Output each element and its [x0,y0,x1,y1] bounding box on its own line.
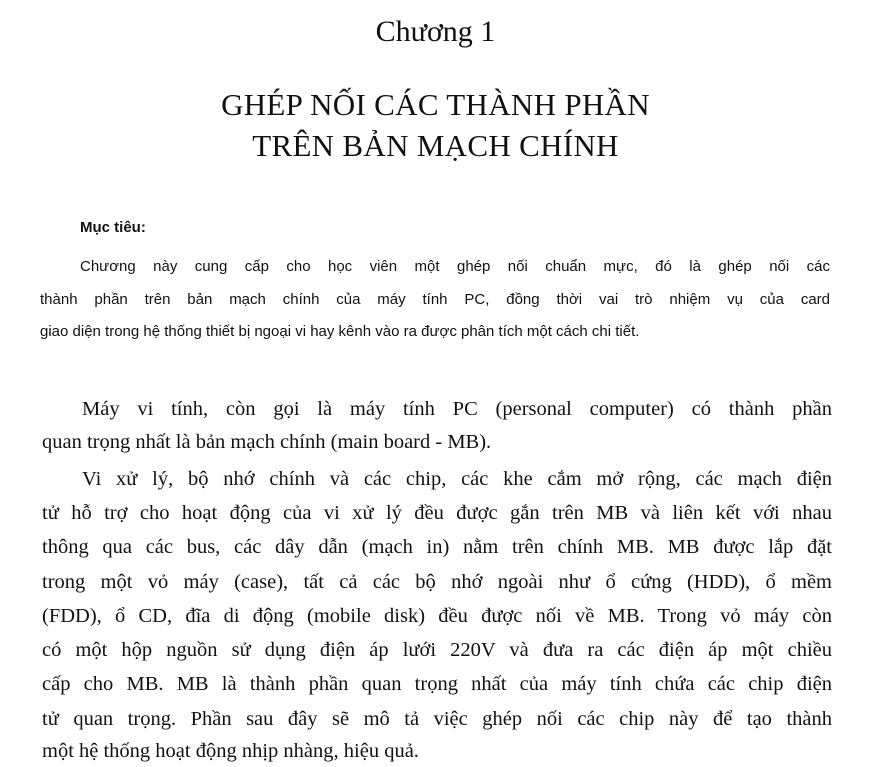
body-paragraph-1-line: quan trọng nhất là bản mạch chính (main board - MB). [42,431,492,453]
body-paragraph-2-line: một hệ thống hoạt động nhịp nhàng, hiệu quả. [42,740,419,762]
body-paragraph-1-line: Máy vi tính, còn gọi là máy tính PC (personal computer) có thành phần [82,398,832,420]
body-paragraph-2-line: tử quan trọng. Phần sau đây sẽ mô tả việc ghép nối các chip này để tạo thành [42,708,832,730]
body-paragraph-2-line: Vi xử lý, bộ nhớ chính và các chip, các khe cắm mở rộng, các mạch điện [82,468,832,490]
objective-heading: Mục tiêu: [80,219,146,236]
chapter-title-line-2: TRÊN BẢN MẠCH CHÍNH [252,128,619,163]
body-paragraph-2-line: thông qua các bus, các dây dẫn (mạch in) nằm trên chính MB. MB được lắp đặt [42,536,832,558]
body-paragraph-2-line: cấp cho MB. MB là thành phần quan trọng nhất của máy tính chứa các chip điện [42,673,832,695]
chapter-title-line-1: GHÉP NỐI CÁC THÀNH PHẦN [221,87,650,122]
objective-line: giao diện trong hệ thống thiết bị ngoại vi hay kênh vào ra được phân tích một cách chi tiết. [40,323,640,340]
body-paragraph-2-line: tử hỗ trợ cho hoạt động của vi xử lý đều được gắn trên MB và liên kết với nhau [42,502,832,524]
body-paragraph-2-line: trong một vỏ máy (case), tất cả các bộ nhớ ngoài như ổ cứng (HDD), ổ mềm [42,571,832,593]
objective-line: thành phần trên bản mạch chính của máy tính PC, đồng thời vai trò nhiệm vụ của card [40,291,830,308]
body-paragraph-2-line: (FDD), ổ CD, đĩa di động (mobile disk) đều được nối về MB. Trong vỏ máy còn [42,605,832,627]
objective-line: Chương này cung cấp cho học viên một ghép nối chuẩn mực, đó là ghép nối các [80,258,830,275]
body-paragraph-2-line: có một hộp nguồn sử dụng điện áp lưới 220V và đưa ra các điện áp một chiều [42,639,832,661]
chapter-label: Chương 1 [375,15,496,48]
